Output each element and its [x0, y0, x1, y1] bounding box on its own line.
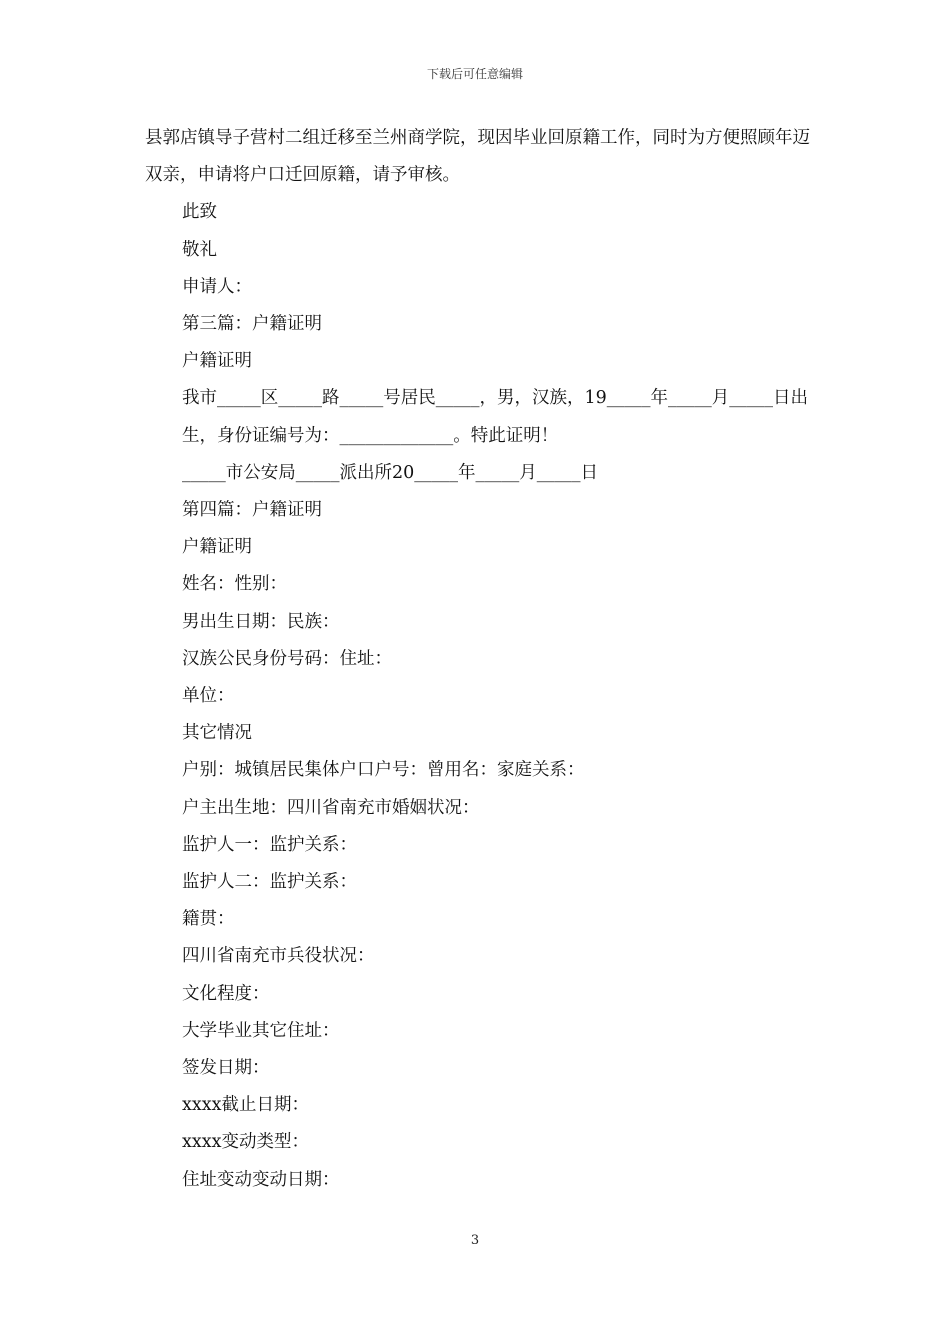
section-heading-3: 第三篇：户籍证明: [182, 314, 322, 335]
field-guardian-2: 监护人二：监护关系：: [182, 872, 357, 893]
field-education: 文化程度：: [182, 983, 270, 1004]
document-body: [145, 120, 810, 1199]
field-id-address: 汉族公民身份号码：住址：: [182, 648, 392, 669]
document-title-3: 户籍证明: [182, 351, 252, 372]
field-other-address: 大学毕业其它住址：: [182, 1020, 340, 1041]
section-heading-4: 第四篇：户籍证明: [182, 500, 322, 521]
field-employer: 单位：: [182, 686, 235, 707]
paragraph-salutation: 此致: [182, 202, 217, 223]
field-issue-date: 签发日期：: [182, 1058, 270, 1079]
field-change-date: 住址变动变动日期：: [182, 1169, 340, 1190]
paragraph-certificate-body: 我市_____区_____路_____号居民_____，男，汉族，19_____年_____月_____日出生，身份证编号为：_____________。特此证明！: [182, 388, 809, 446]
field-birthplace-marital: 户主出生地：四川省南充市婚姻状况：: [182, 797, 480, 818]
page-header: 下载后可任意编辑: [426, 67, 523, 81]
field-other-info: 其它情况: [182, 723, 252, 744]
field-native-place: 籍贯：: [182, 909, 235, 930]
field-birth-ethnicity: 男出生日期：民族：: [182, 611, 340, 632]
paragraph-issuer-line: _____市公安局_____派出所20_____年_____月_____日: [182, 462, 599, 483]
field-household-type: 户别：城镇居民集体户口户号：曾用名：家庭关系：: [182, 760, 585, 781]
field-expiry-date: xxxx截止日期：: [182, 1095, 309, 1116]
field-change-type: xxxx变动类型：: [182, 1132, 309, 1153]
field-guardian-1: 监护人一：监护关系：: [182, 834, 357, 855]
page-number: 3: [470, 1233, 480, 1248]
document-title-4: 户籍证明: [182, 537, 252, 558]
paragraph-applicant: 申请人：: [182, 276, 252, 297]
field-military-status: 四川省南充市兵役状况：: [182, 946, 375, 967]
paragraph-regards: 敬礼: [182, 239, 217, 260]
field-name-gender: 姓名：性别：: [182, 574, 287, 595]
paragraph-migration-request: 县郭店镇导子营村二组迁移至兰州商学院，现因毕业回原籍工作，同时为方便照顾年迈双亲，申请将户口迁回原籍，请予审核。: [145, 128, 810, 186]
